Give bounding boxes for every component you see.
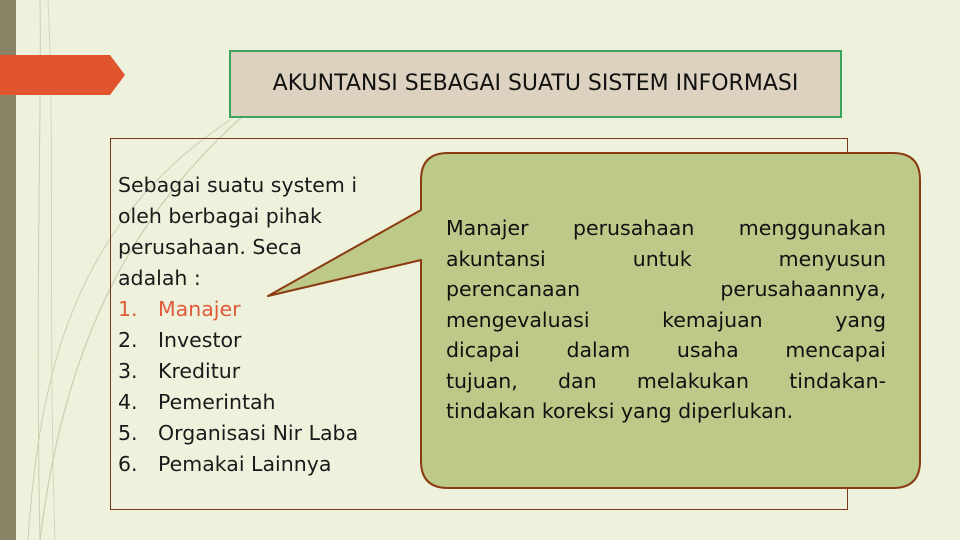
list-label: Kreditur bbox=[158, 359, 241, 383]
intro-line: adalah : bbox=[118, 266, 201, 290]
callout-line: Manajer perusahaan menggunakan bbox=[446, 216, 886, 240]
list-number: 3. bbox=[118, 359, 138, 383]
callout-line: perencanaan perusahaannya, bbox=[446, 277, 886, 301]
list-label: Organisasi Nir Laba bbox=[158, 421, 359, 445]
callout-line: mengevaluasi kemajuan yang bbox=[446, 307, 886, 332]
list-number: 4. bbox=[118, 390, 138, 414]
callout-line: dicapai dalam usaha mencapai bbox=[446, 338, 886, 362]
list-number: 5. bbox=[118, 421, 138, 445]
callout-line: akuntansi untuk menyusun bbox=[446, 246, 886, 271]
list-number: 2. bbox=[118, 328, 138, 352]
list-label: Investor bbox=[158, 328, 242, 352]
intro-line: perusahaan. Seca bbox=[118, 235, 302, 259]
page-title: AKUNTANSI SEBAGAI SUATU SISTEM INFORMASI bbox=[272, 71, 799, 96]
intro-line: oleh berbagai pihak bbox=[118, 204, 322, 228]
intro-line: Sebagai suatu system i bbox=[118, 173, 358, 197]
list-label: Pemerintah bbox=[158, 390, 276, 414]
list-label: Manajer bbox=[158, 297, 241, 321]
callout-line: tindakan koreksi yang diperlukan. bbox=[446, 399, 794, 423]
list-number: 1. bbox=[118, 297, 138, 321]
callout-text bbox=[446, 213, 886, 427]
callout-line: tujuan, dan melakukan tindakan- bbox=[446, 368, 886, 393]
list-number: 6. bbox=[118, 452, 138, 476]
list-label: Pemakai Lainnya bbox=[158, 452, 332, 476]
